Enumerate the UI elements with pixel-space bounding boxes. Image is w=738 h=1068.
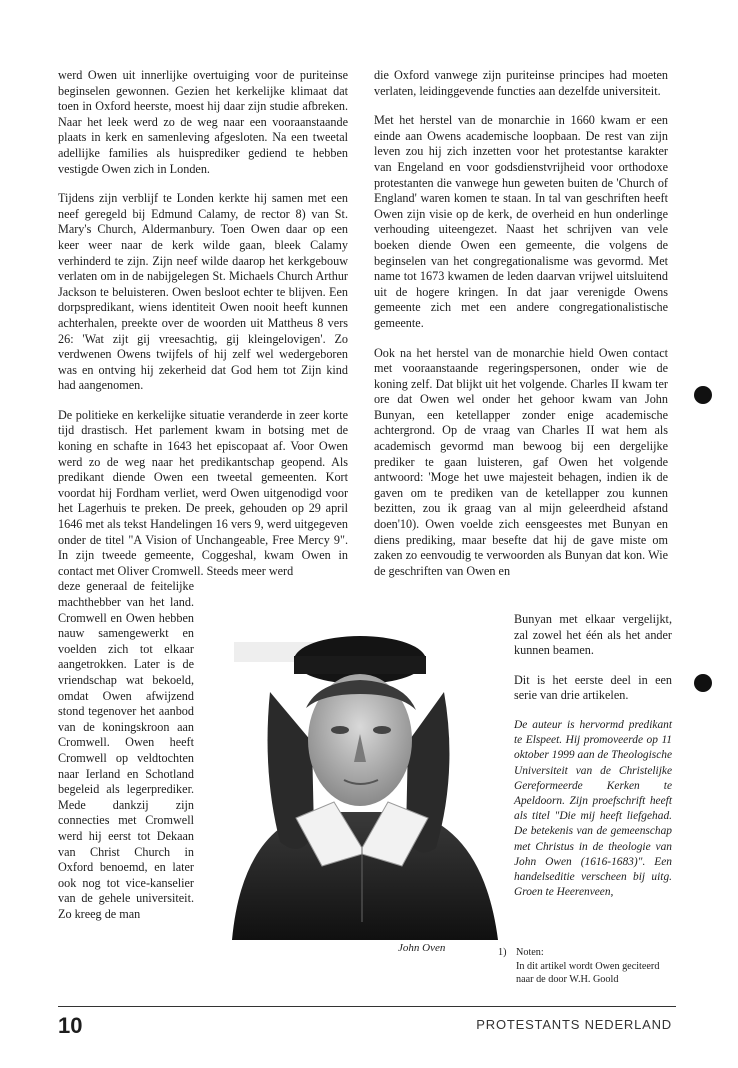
right-paragraph-2: Met het herstel van de monarchie in 1660 kwam er een einde aan Owens academische loopbaan. De rest van zijn leven zou hij zich inzetten voor het protestantse karakter van Engeland en voor godsdienstvrijheid voor orthodoxe protestanten die vanwege hun geweten buiten de 'Church of England' waren komen te staan. In tal van geschriften heeft Owen zijn visie op de kerk, de overheid en hun onderlinge verhouding uiteengezet. Naast het schrijven van vele boeken diende Owen een gemeente, die volgens de beginselen van het congregationalisme was gevormd. Met name tot 1673 kwamen de leden daarvan vrijwel uitsluitend uit de hogere kringen. In dat jaar verenigde Owens gemeente zich met een andere congregationalistische gemeente. — [374, 113, 668, 330]
left-paragraph-1: werd Owen uit innerlijke overtuiging voor de puriteinse beginselen gewonnen. Gezien het kerkelijke klimaat dat toen in Oxford heerste, moest hij daar zijn studie afbreken. Naar het leek werd zo de weg naar een vooraanstaande plaats in kerk en samenleving afgesloten. Na een tweetal adellijke families als huisprediker gediend te hebben vestigde Owen zich in Londen. — [58, 68, 348, 176]
right-lower-block — [514, 612, 672, 914]
note-text: In dit artikel wordt Owen geciteerd naar de door W.H. Goold — [516, 960, 660, 986]
series-note: Dit is het eerste deel in een serie van drie artikelen. — [514, 672, 672, 703]
notes-section — [498, 946, 674, 987]
bullet-icon — [694, 386, 712, 404]
left-paragraph-3-continued: deze generaal de feitelijke machthebber van het land. Cromwell en Owen hebben nauw samengewerkt en voelden zich tot elkaar aangetrokken. Later is de vriendschap wat bekoeld, omdat Owen afwijzend stond tegenover het aanbod van de koningskroon aan Cromwell. Owen heeft Cromwell op veldtochten naar Ierland en Schotland begeleid als legerprediker. Mede dankzij zijn connecties met Cromwell werd hij eerst tot Dekaan van Christ Church in Oxford benoemd, en later ook nog tot vice-kanselier van de gehele universiteit. Zo kreeg de man — [58, 579, 194, 921]
right-column — [374, 68, 668, 579]
right-paragraph-1: die Oxford vanwege zijn puriteinse principes had moeten verlaten, leidinggevende functies aan dezelfde universiteit. — [374, 68, 668, 98]
portrait-caption: John Oven — [398, 942, 446, 954]
bullet-icon — [694, 674, 712, 692]
magazine-title: PROTESTANTS NEDERLAND — [476, 1017, 672, 1032]
note-number: 1) — [498, 947, 507, 958]
right-paragraph-3-continued: Bunyan met elkaar vergelijkt, zal zowel het één als het ander kunnen beamen. — [514, 612, 672, 658]
footer-rule — [58, 1006, 676, 1007]
right-paragraph-3: Ook na het herstel van de monarchie hield Owen contact met vooraanstaande regeringspersonen, onder wie de koning zelf. Dat blijkt uit het volgende. Charles II kwam ter ore dat Owen wel onder het gehoor kwam van John Bunyan, een ketellapper zonder enige academische achtergrond. Op de vraag van Charles II wat hem als academisch gevormd man bewoog bij een dergelijke prediker te gaan luisteren, gaf Owen het volgende antwoord: 'Moge het uwe majesteit behagen, indien ik de gaven om te prediken van de ketellapper zou kunnen bezitten, zou ik graag van al mijn geleerdheid afstand doen'10). Owen voelde zich eensgeestes met Bunyan en diens prediking, maar besefte dat hij de gave miste om zaken zo eenvoudig te verwoorden als Bunyan dat kon. Wie de geschriften van Owen en — [374, 345, 668, 578]
left-paragraph-2: Tijdens zijn verblijf te Londen kerkte hij samen met een neef geregeld bij Edmund Calamy, de rector 8) van St. Mary's Church, Aldermanbury. Toen Owen daar op een keer weer naar de kerk wilde gaan, bleek Calamy verhinderd te zijn. Zijn neef wilde daarop het kerkgebouw verlaten om in de nabijgelegen St. Michaels Church Arthur Jackson te beluisteren. Owen besloot echter te blijven. Een dorpspredikant, wiens identiteit Owen nooit heeft kunnen achterhalen, preekte over de woorden uit Mattheus 8 vers 26: 'Wat zijt gij vreesachtig, gij kleingelovigen'. Zo verdwenen Owens twijfels of hij zelf wel wedergeboren was en ontving hij zekerheid dat God hem tot Zijn kind had aangenomen. — [58, 191, 348, 393]
page-number: 10 — [58, 1013, 83, 1038]
notes-title: Noten: — [516, 947, 544, 958]
left-paragraph-3: De politieke en kerkelijke situatie veranderde in zeer korte tijd drastisch. Het parlement kwam in botsing met de koning en schafte in 1643 het episcopaat af. Voor Owen werd zo de weg naar het predikantschap geopend. Als predikant diende Owen een tweetal gemeenten. Kort voordat hij Fordham verliet, werd Owen uitgenodigd voor het Lagerhuis te preken. De preek, gehouden op 29 april 1646 met als tekst Handelingen 16 vers 9, werd uitgegeven onder de titel "A Vision of Unchangeable, Free Mercy 9". In zijn tweede gemeente, Coggeshal, kwam Owen in contact met Oliver Cromwell. Steeds meer werd — [58, 407, 348, 578]
john-owen-portrait — [222, 622, 504, 940]
author-note: De auteur is hervormd predikant te Elspeet. Hij promoveerde op 11 oktober 1999 aan de Theologische Universiteit van de Christelijke Gereformeerde Kerken te Apeldoorn. Zijn proefschrift heeft als titel "Die mij heeft liefgehad. De betekenis van de gemeenschap met Christus in de theologie van John Owen (1616-1683)". Een handelseditie verscheen bij uitg. Groen te Heerenveen, — [514, 718, 672, 899]
